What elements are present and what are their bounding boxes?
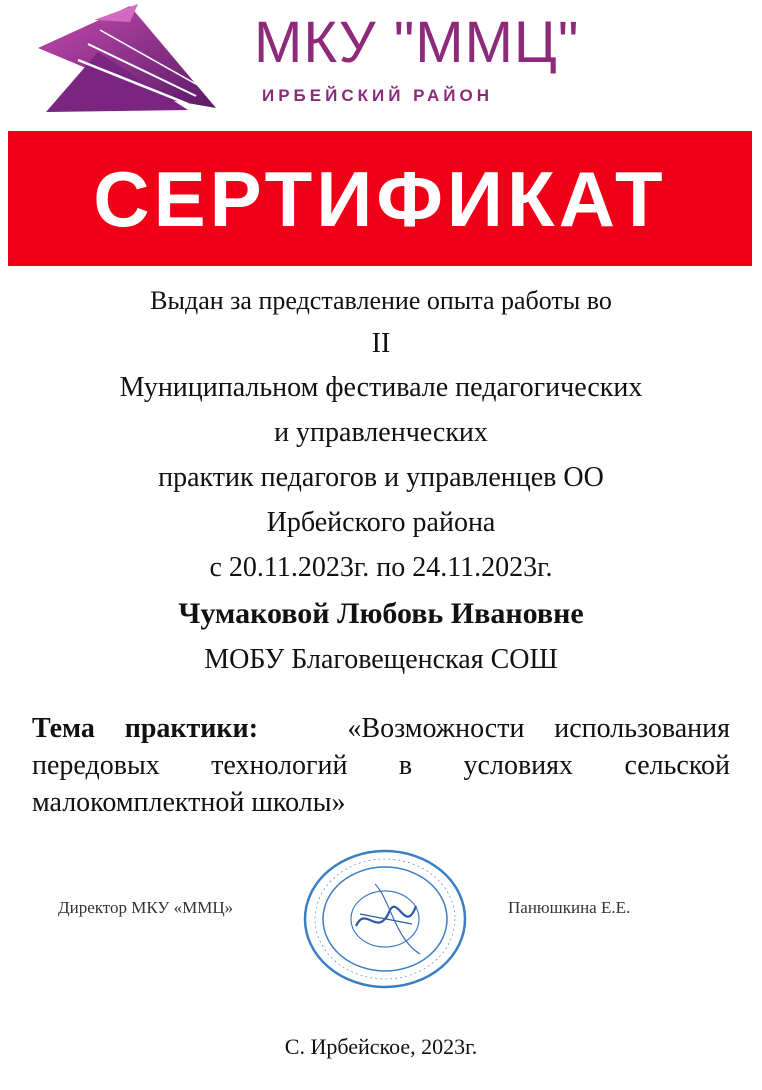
official-seal-icon <box>300 844 470 994</box>
certificate-title: СЕРТИФИКАТ <box>93 154 667 243</box>
practice-topic-text: «Возможности использования передовых технологий в условиях сельской малокомплектной школы» <box>32 713 731 819</box>
director-name: Панюшкина Е.Е. <box>508 898 631 917</box>
logo-icon <box>38 0 228 120</box>
certificate-body <box>20 280 742 683</box>
festival-line-3: практик педагогов и управленцев ОО <box>158 461 604 493</box>
issue-place: С. Ирбейское, 2023г. <box>284 1034 478 1059</box>
header <box>0 0 762 125</box>
festival-dates: с 20.11.2023г. по 24.11.2023г. <box>209 551 553 583</box>
festival-number: II <box>371 327 391 359</box>
festival-line-2: и управленческих <box>274 417 488 449</box>
intro-text: Выдан за представление опыта работы во <box>150 286 612 315</box>
org-subtitle: ИРБЕЙСКИЙ РАЙОН <box>262 86 493 105</box>
signature-row <box>0 840 762 990</box>
recipient-name: Чумаковой Любовь Ивановне <box>178 597 584 631</box>
certificate-banner <box>8 131 752 266</box>
practice-topic <box>32 710 730 822</box>
school-name: МОБУ Благовещенская СОШ <box>204 644 558 676</box>
festival-line-4: Ирбейского района <box>266 506 496 538</box>
org-name: МКУ "ММЦ" <box>254 10 580 75</box>
festival-line-1: Муниципальном фестивале педагогических <box>119 372 643 404</box>
director-title: Директор МКУ «ММЦ» <box>58 898 234 917</box>
practice-label: Тема практики: <box>32 713 259 744</box>
